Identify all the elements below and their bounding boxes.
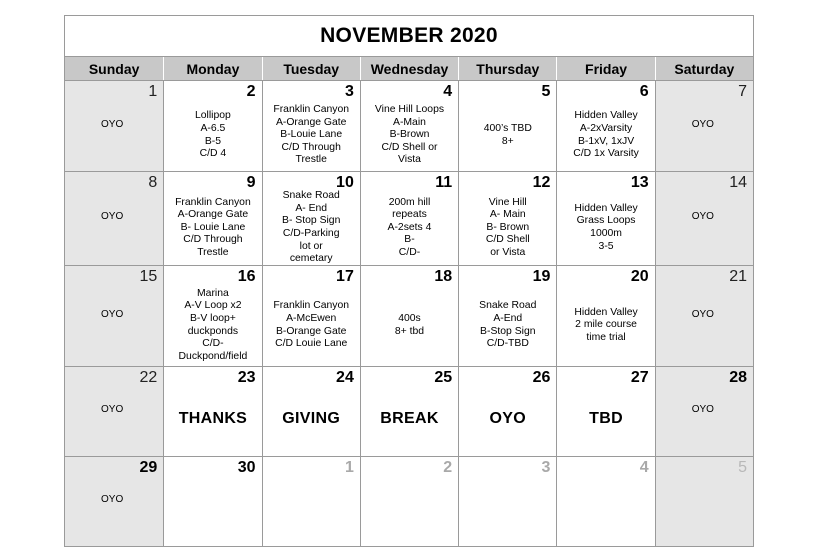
day-number: 17 (336, 268, 354, 285)
day-note: Franklin Canyon A-Orange Gate B-Louie Lane C/D Through Trestle (273, 104, 350, 166)
day-number: 27 (630, 369, 649, 386)
day-note: THANKS (178, 410, 248, 428)
calendar-day-cell (65, 81, 163, 171)
day-note: Lollipop A-6.5 B-5 C/D 4 (195, 110, 231, 160)
day-note: 400s 8+ tbd (394, 312, 425, 337)
day-note: Snake Road A-End B-Stop Sign C/D-TBD (479, 300, 537, 350)
calendar-day-cell (458, 367, 556, 456)
day-number: 29 (139, 459, 158, 476)
calendar-day-cell (556, 172, 654, 265)
day-number: 9 (246, 174, 256, 191)
day-number: 26 (532, 369, 551, 386)
day-note: OYO (101, 118, 124, 130)
day-note: Franklin Canyon A-McEwen B-Orange Gate C/D Louie Lane (273, 300, 350, 350)
calendar-day-cell (458, 81, 556, 171)
day-number: 2 (443, 459, 453, 476)
day-number: 8 (148, 174, 158, 191)
calendar-day-cell (556, 457, 654, 546)
day-number: 23 (237, 369, 256, 386)
calendar-title: NOVEMBER 2020 (64, 15, 754, 56)
weekday-saturday: Saturday (655, 57, 753, 80)
day-note: Hidden Valley Grass Loops 1000m 3-5 (574, 202, 638, 252)
calendar-day-cell (65, 266, 163, 366)
calendar-day-cell (655, 457, 753, 546)
day-number: 5 (541, 83, 551, 100)
day-number: 2 (246, 83, 256, 100)
day-note: OYO (101, 494, 124, 506)
calendar-day-cell (458, 266, 556, 366)
day-note: Marina A-V Loop x2 B-V loop+ duckponds C/D- Duckpond/field (178, 287, 248, 362)
calendar-day-cell (360, 457, 458, 546)
day-number: 24 (336, 369, 354, 386)
calendar-day-cell (360, 266, 458, 366)
calendar-day-cell (262, 266, 360, 366)
day-note: 200m hill repeats A-2sets 4 B- C/D- (387, 196, 432, 258)
day-number: 20 (630, 268, 649, 285)
day-number: 22 (139, 369, 158, 386)
day-number: 16 (237, 268, 256, 285)
day-note: OYO (691, 404, 714, 416)
day-number: 19 (532, 268, 551, 285)
day-number: 3 (344, 83, 354, 100)
day-number: 11 (435, 174, 453, 191)
day-number: 12 (532, 174, 551, 191)
calendar-day-cell (360, 367, 458, 456)
weekday-header (64, 56, 754, 80)
day-note: OYO (691, 118, 714, 130)
day-note: OYO (101, 404, 124, 416)
calendar-week (65, 265, 753, 366)
calendar-week (65, 81, 753, 171)
day-number: 4 (443, 83, 453, 100)
day-number: 21 (729, 268, 747, 285)
calendar-day-cell (556, 81, 654, 171)
calendar-day-cell (262, 367, 360, 456)
calendar-day-cell (65, 457, 163, 546)
calendar-day-cell (262, 172, 360, 265)
calendar-day-cell (163, 457, 261, 546)
weekday-tuesday: Tuesday (262, 57, 360, 80)
calendar-day-cell (655, 81, 753, 171)
calendar-day-cell (163, 172, 261, 265)
calendar-day-cell (556, 266, 654, 366)
day-note: Hidden Valley 2 mile course time trial (574, 306, 638, 343)
day-note: Franklin Canyon A-Orange Gate B- Louie Lane C/D Through Trestle (175, 196, 251, 258)
calendar-day-cell (655, 367, 753, 456)
calendar-day-cell (655, 172, 753, 265)
day-number: 13 (630, 174, 649, 191)
day-note: OYO (101, 308, 124, 320)
day-note: BREAK (380, 410, 439, 428)
day-number: 30 (237, 459, 256, 476)
calendar-week (65, 456, 753, 546)
calendar-day-cell (458, 457, 556, 546)
day-note: Vine Hill A- Main B- Brown C/D Shell or Vista (485, 196, 530, 258)
calendar-week (65, 171, 753, 265)
calendar-day-cell (163, 367, 261, 456)
day-note: OYO (489, 410, 527, 428)
weekday-sunday: Sunday (88, 60, 140, 77)
day-number: 10 (336, 174, 354, 191)
calendar-day-cell (458, 172, 556, 265)
day-note: Snake Road A- End B- Stop Sign C/D-Parking lot or cemetary (282, 190, 341, 265)
calendar-day-cell (262, 81, 360, 171)
calendar-day-cell (65, 172, 163, 265)
day-note: GIVING (282, 410, 341, 428)
day-note: OYO (101, 211, 124, 223)
weekday-friday: Friday (556, 57, 654, 80)
calendar-day-cell (262, 457, 360, 546)
day-note: Vine Hill Loops A-Main B-Brown C/D Shell or Vista (374, 104, 445, 166)
calendar-day-cell (65, 367, 163, 456)
day-number: 14 (729, 174, 747, 191)
day-number: 18 (434, 268, 453, 285)
weekday-thursday: Thursday (458, 57, 556, 80)
day-note: Hidden Valley A-2xVarsity B-1xV, 1xJV C/D 1x Varsity (573, 110, 639, 160)
day-number: 4 (639, 459, 649, 476)
weekday-monday: Monday (163, 57, 261, 80)
day-note: 400’s TBD 8+ (483, 122, 532, 147)
day-number: 6 (639, 83, 649, 100)
calendar-grid (64, 80, 754, 547)
day-note: TBD (589, 410, 623, 428)
calendar-day-cell (556, 367, 654, 456)
day-number: 3 (541, 459, 551, 476)
day-number: 1 (344, 459, 354, 476)
calendar-day-cell (655, 266, 753, 366)
calendar-week (65, 366, 753, 456)
calendar-day-cell (163, 81, 261, 171)
day-number: 15 (139, 268, 158, 285)
day-number: 28 (729, 369, 747, 386)
calendar-day-cell (360, 81, 458, 171)
calendar-day-cell (163, 266, 261, 366)
day-number: 5 (738, 459, 747, 476)
day-number: 7 (738, 83, 747, 100)
weekday-wednesday: Wednesday (360, 57, 458, 80)
calendar (64, 15, 754, 547)
calendar-day-cell (360, 172, 458, 265)
day-note: OYO (691, 308, 714, 320)
day-number: 25 (434, 369, 453, 386)
day-number: 1 (148, 83, 158, 100)
day-note: OYO (691, 211, 714, 223)
